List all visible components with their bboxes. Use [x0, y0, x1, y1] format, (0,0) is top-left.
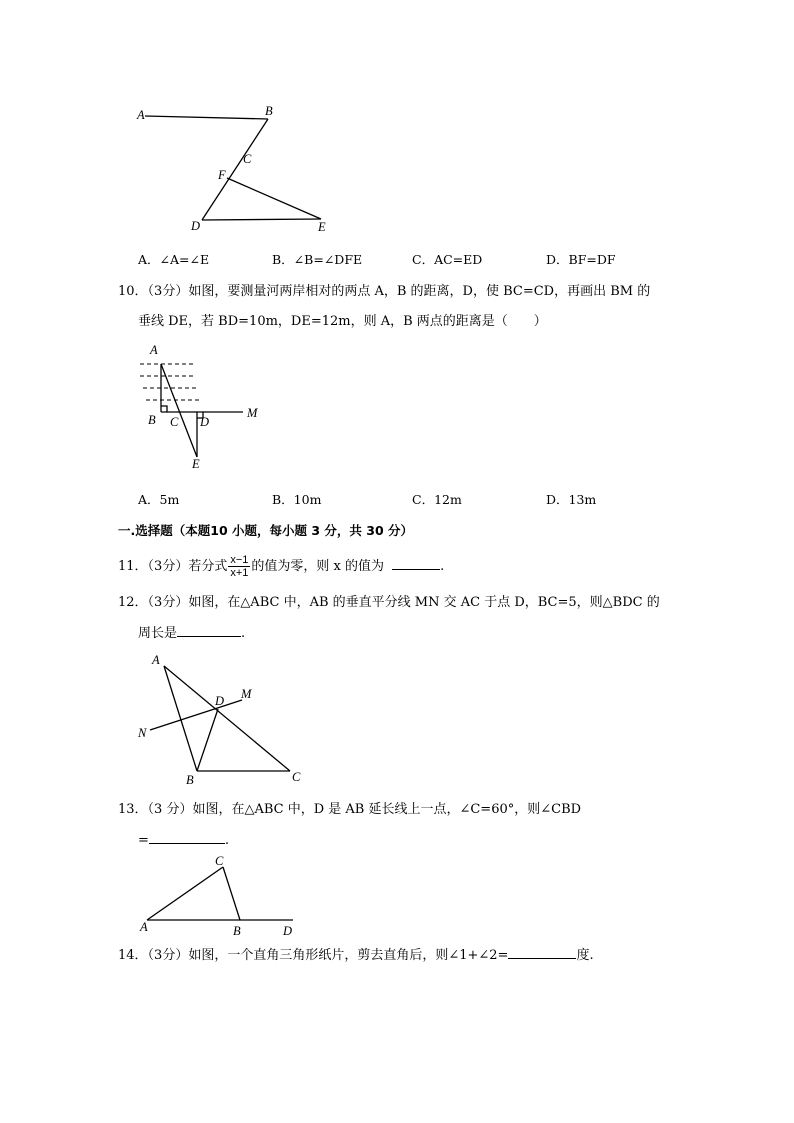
- segment-AB: [164, 666, 197, 771]
- q13-line-1: 13．（3 分）如图，在△ABC 中，D 是 AB 延长线上一点，∠C=60°，则∠CBD: [118, 802, 582, 817]
- q11: [118, 554, 444, 579]
- q11-suffix: 的值为零，则 x 的值为: [251, 559, 384, 574]
- label-N: N: [138, 726, 147, 740]
- label-D: D: [283, 924, 293, 938]
- label-C: C: [215, 854, 224, 868]
- segment-AC: [147, 867, 223, 920]
- label-C: C: [292, 770, 301, 784]
- segment-FE: [227, 178, 321, 219]
- label-C: C: [170, 415, 179, 429]
- q12-line-2-end: .: [241, 626, 246, 641]
- q12-answer-blank: [177, 624, 241, 637]
- q11-prefix: 11．（3分）若分式: [118, 559, 228, 574]
- label-D: D: [191, 219, 201, 233]
- q9-figure: [130, 100, 350, 240]
- q14: [118, 946, 594, 965]
- segment-AC: [164, 666, 290, 771]
- q10-option-d: D．13m: [546, 492, 597, 507]
- line-MN: [150, 700, 242, 730]
- section-heading: 一.选择题（本题10 小题，每小题 3 分，共 30 分）: [118, 523, 413, 538]
- q13-line-2-prefix: =: [138, 833, 149, 848]
- label-B: B: [265, 104, 273, 118]
- q14-suffix: 度.: [576, 948, 594, 963]
- q10-figure: [130, 340, 270, 475]
- q10-line-2: 垂线 DE，若 BD=10m，DE=12m，则 A，B 两点的距离是（ ）: [138, 314, 547, 329]
- q11-fraction: [228, 554, 250, 579]
- q9-option-d: D．BF=DF: [546, 252, 616, 267]
- q10-option-c: C．12m: [412, 492, 462, 507]
- q9-option-b: B．∠B=∠DFE: [272, 252, 363, 267]
- q12-line-2-prefix: 周长是: [138, 626, 178, 641]
- q10-line-1: 10．（3分）如图，要测量河两岸相对的两点 A，B 的距离，D，使 BC=CD，再画出 BM 的: [118, 284, 651, 299]
- label-D: D: [200, 415, 210, 429]
- q13-figure: [135, 853, 305, 943]
- q14-prefix: 14．（3分）如图，一个直角三角形纸片，剪去直角后，则∠1+∠2=: [118, 948, 509, 963]
- q10-option-b: B．10m: [272, 492, 322, 507]
- segment-BD: [197, 709, 218, 771]
- q14-answer-blank: [508, 946, 576, 959]
- segment-AB: [145, 116, 268, 119]
- right-angle-mark-B: [161, 406, 167, 412]
- q13-line-2: [138, 831, 229, 850]
- label-A: A: [150, 343, 158, 357]
- q13-line-2-end: .: [224, 833, 230, 848]
- label-F: F: [218, 168, 226, 182]
- q10-option-a: A．5m: [138, 492, 180, 507]
- q12-figure: [130, 650, 320, 790]
- segment-DE: [202, 219, 321, 220]
- q11-answer-blank: [392, 557, 440, 570]
- label-B: B: [233, 924, 241, 938]
- label-A: A: [137, 108, 145, 122]
- label-E: E: [318, 220, 326, 234]
- segment-CB: [223, 867, 240, 920]
- label-B: B: [186, 773, 194, 787]
- q13-answer-blank: [149, 831, 225, 844]
- label-E: E: [192, 457, 200, 471]
- q12-line-2: [138, 624, 245, 643]
- label-A: A: [140, 920, 148, 934]
- q11-fraction-numerator: x−1: [230, 554, 249, 566]
- label-D: D: [215, 694, 225, 708]
- label-M: M: [247, 406, 258, 420]
- q11-end: .: [440, 559, 445, 574]
- label-M: M: [241, 687, 252, 701]
- label-A: A: [152, 653, 160, 667]
- q9-option-a: A．∠A=∠E: [138, 252, 210, 267]
- label-B: B: [148, 413, 156, 427]
- q11-fraction-denominator: x+1: [230, 567, 249, 579]
- segment-BD: [202, 119, 268, 220]
- q9-option-c: C．AC=ED: [412, 252, 483, 267]
- label-C: C: [243, 152, 252, 166]
- q12-line-1: 12．（3分）如图，在△ABC 中，AB 的垂直平分线 MN 交 AC 于点 D，BC=5，则△BDC 的: [118, 595, 660, 610]
